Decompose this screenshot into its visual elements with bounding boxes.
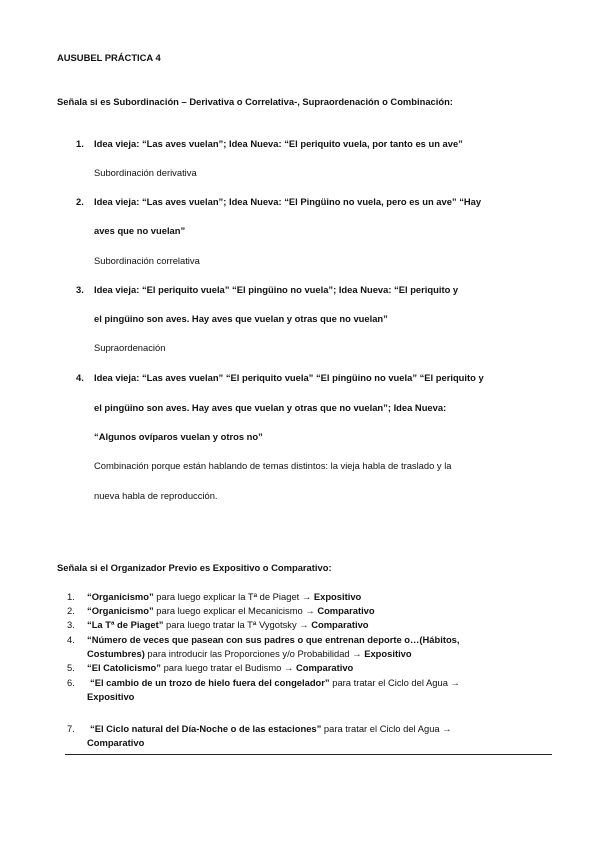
item-text: “Número de veces que pasean con sus padres o que entrenan deporte o…(Hábitos, [87, 634, 460, 645]
item-text: “La Tª de Piaget” para luego tratar la Tª Vygotsky → Comparativo [87, 619, 369, 630]
item-result: Comparativo [87, 737, 145, 748]
item-question: Idea vieja: “El periquito vuela” “El pingüino no vuela”; Idea Nueva: “El periquito y [94, 284, 459, 295]
item-question: Idea vieja: “Las aves vuelan”; Idea Nueva: “El periquito vuela, por tanto es un ave” [94, 138, 463, 149]
item-text: “El cambio de un trozo de hielo fuera del congelador” para tratar el Ciclo del Agua → [90, 677, 460, 688]
item-answer: Combinación porque están hablando de temas distintos: la vieja habla de traslado y la [94, 460, 452, 471]
item-question: el pingüino son aves. Hay aves que vuelan y otras que no vuelan”; Idea Nueva: [94, 402, 447, 413]
item-number: 3. [76, 284, 84, 295]
item-question: aves que no vuelan” [94, 225, 186, 236]
document-title: AUSUBEL PRÁCTICA 4 [57, 52, 161, 63]
item-number: 7. [67, 723, 75, 734]
item-text: “Organicismo” para luego explicar la Tª de Piaget → Expositivo [87, 591, 362, 602]
bottom-rule [65, 754, 552, 755]
item-number: 1. [76, 138, 84, 149]
item-question: el pingüino son aves. Hay aves que vuelan y otras que no vuelan” [94, 313, 388, 324]
item-answer: Subordinación derivativa [94, 167, 197, 178]
item-number: 4. [67, 634, 75, 645]
section1-heading: Señala si es Subordinación – Derivativa o Correlativa-, Supraordenación o Combinación: [57, 96, 453, 107]
item-number: 3. [67, 619, 75, 630]
item-question: Idea vieja: “Las aves vuelan”; Idea Nueva: “El Pingüino no vuela, pero es un ave” “Hay [94, 196, 482, 207]
item-answer: nueva habla de reproducción. [94, 490, 218, 501]
item-text: Costumbres) para introducir las Proporciones y/o Probabilidad → Expositivo [87, 648, 412, 659]
item-result: Expositivo [87, 691, 135, 702]
item-number: 4. [76, 372, 84, 383]
item-question: Idea vieja: “Las aves vuelan” “El periquito vuela” “El pingüino no vuela” “El periquito y [94, 372, 484, 383]
item-text: “Organicismo” para luego explicar el Mecanicismo → Comparativo [87, 605, 375, 616]
item-number: 2. [67, 605, 75, 616]
item-text: “El Catolicismo” para luego tratar el Budismo → Comparativo [87, 662, 354, 673]
item-number: 2. [76, 196, 84, 207]
item-number: 1. [67, 591, 75, 602]
item-text: “El Ciclo natural del Día-Noche o de las estaciones” para tratar el Ciclo del Agua → [90, 723, 452, 734]
item-number: 6. [67, 677, 75, 688]
item-question: “Algunos ovíparos vuelan y otros no” [94, 431, 263, 442]
item-answer: Subordinación correlativa [94, 255, 200, 266]
section2-heading: Señala si el Organizador Previo es Expositivo o Comparativo: [57, 562, 332, 573]
item-answer: Supraordenación [94, 342, 166, 353]
item-number: 5. [67, 662, 75, 673]
